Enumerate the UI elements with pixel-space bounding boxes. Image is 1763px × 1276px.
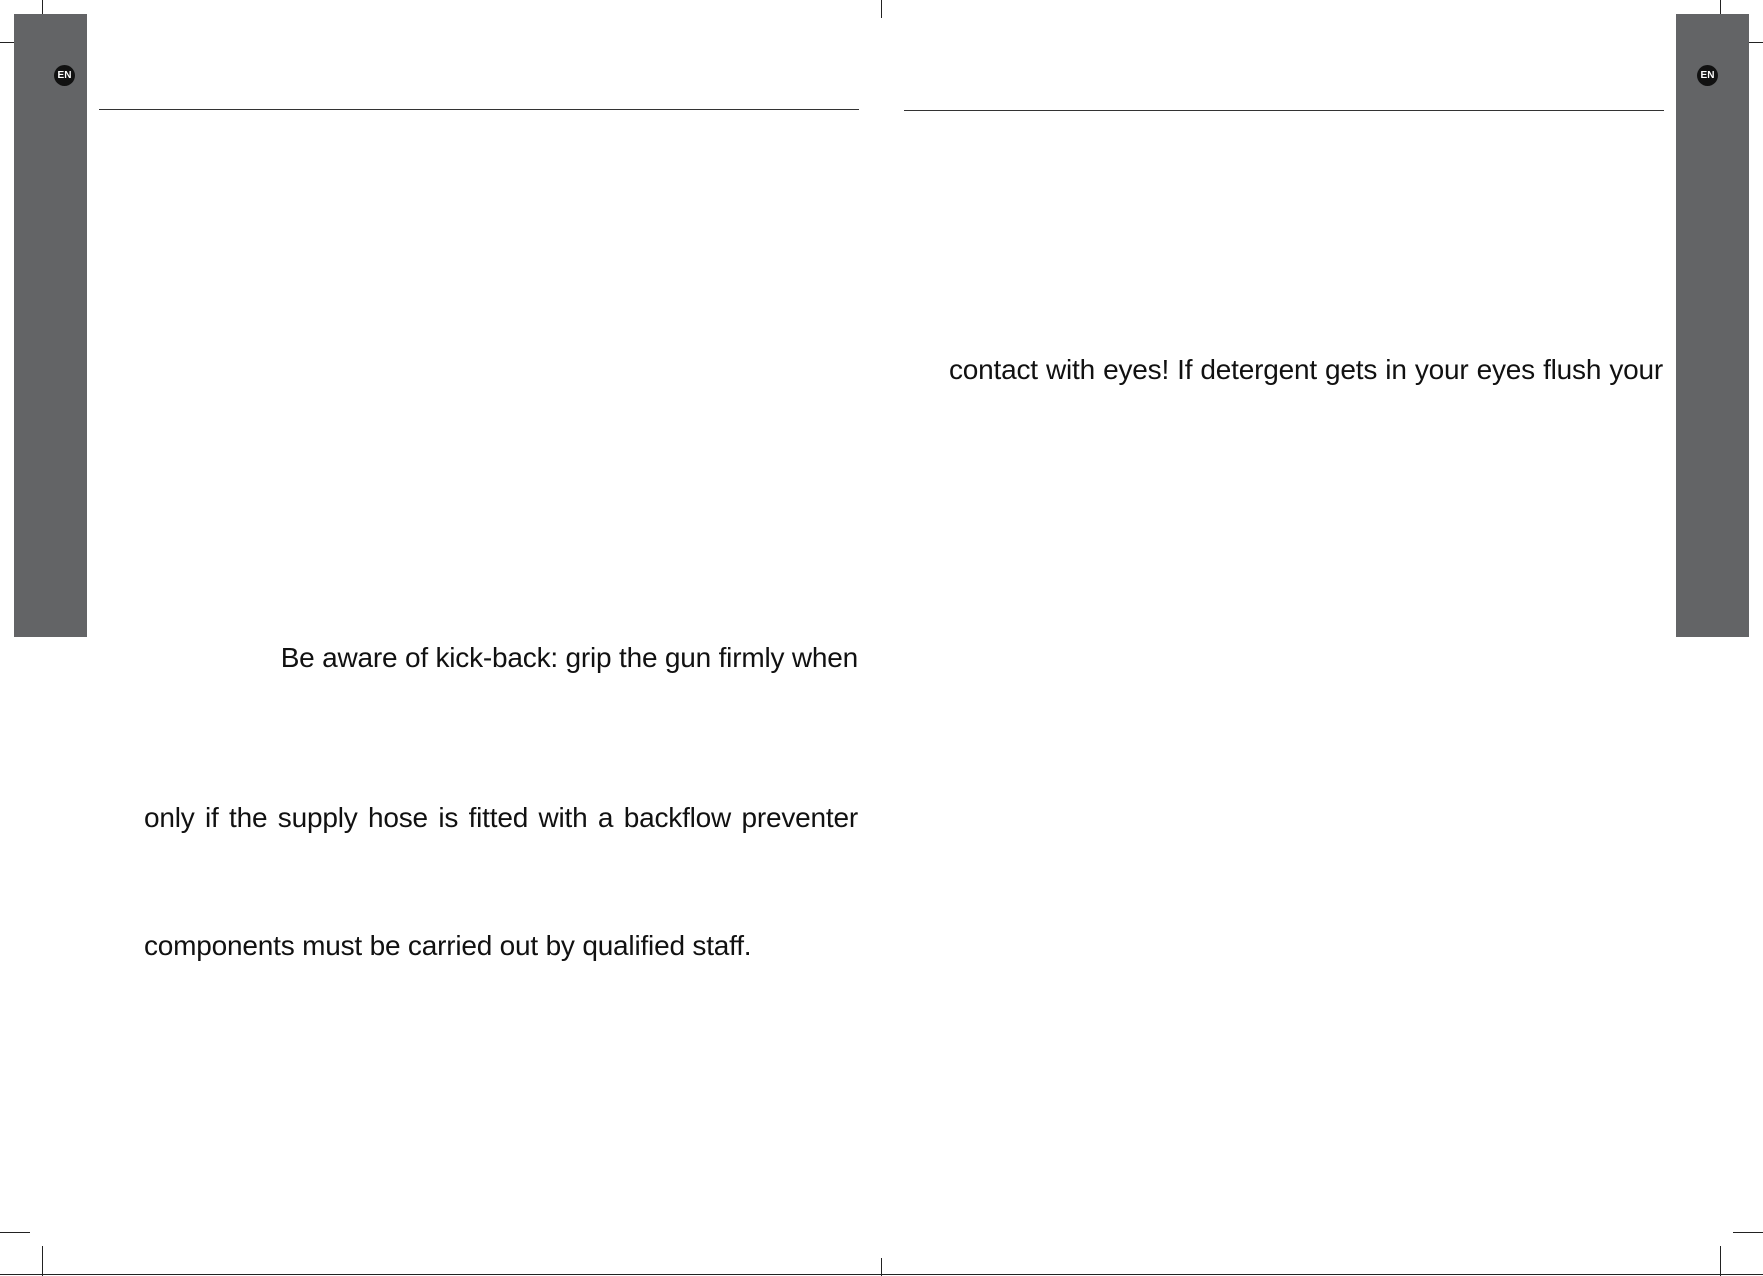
right-header-rule [904,110,1664,111]
right-page [881,0,1763,1276]
kickback-text-line: Be aware of kick-back: grip the gun firmly when [280,642,858,673]
eyes-text-line: contact with eyes! If detergent gets in your eyes flush your [949,354,1663,385]
left-language-badge: EN [54,65,75,86]
right-side-tab [1676,14,1749,637]
left-page [0,0,881,1276]
left-side-tab [14,14,87,637]
components-text-line: components must be carried out by qualified staff. [144,930,752,961]
right-language-badge: EN [1697,65,1718,86]
supply-hose-text-line: only if the supply hose is fitted with a backflow preventer [144,802,858,833]
left-header-rule [99,109,859,110]
